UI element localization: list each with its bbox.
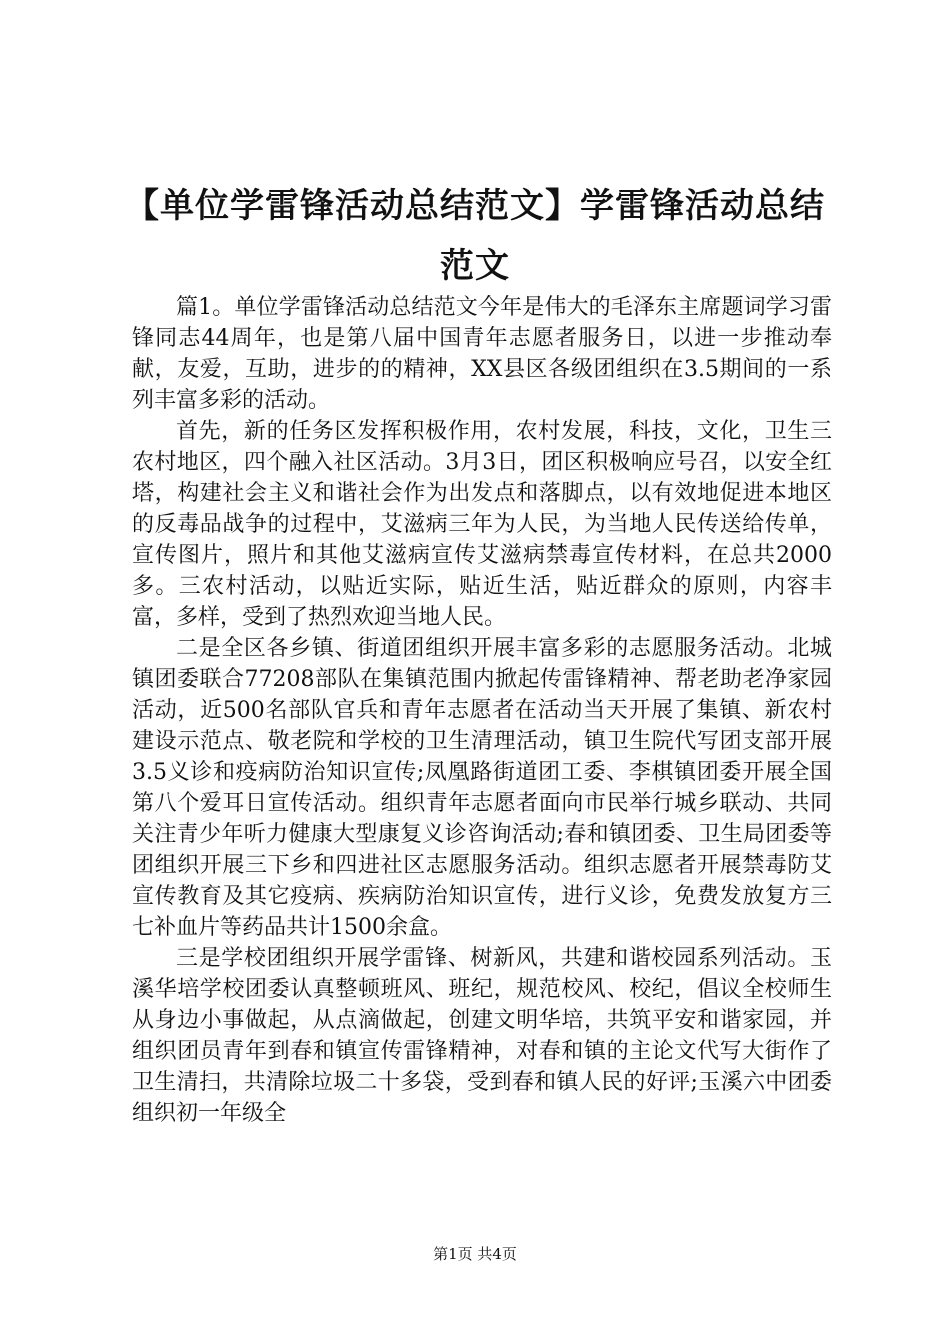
- paragraph-2: 首先，新的任务区发挥积极作用，农村发展，科技，文化，卫生三农村地区，四个融入社区活动。3月3日，团区积极响应号召，以安全红塔，构建社会主义和谐社会作为出发点和落脚点，以有效地促进本地区的反毒品战争的过程中，艾滋病三年为人民，为当地人民传送给传单，宣传图片，照片和其他艾滋病宣传艾滋病禁毒宣传材料，在总共2000多。三农村活动，以贴近实际，贴近生活，贴近群众的原则，内容丰富，多样，受到了热烈欢迎当地人民。: [132, 419, 832, 630]
- page-number-footer: 第1页 共4页: [433, 1245, 517, 1263]
- paragraph-1: 篇1。单位学雷锋活动总结范文今年是伟大的毛泽东主席题词学习雷锋同志44周年，也是第八届中国青年志愿者服务日，以进一步推动奉献，友爱，互助，进步的的精神，XX县区各级团组织在3.5期间的一系列丰富多彩的活动。: [132, 295, 832, 413]
- paragraph-4: 三是学校团组织开展学雷锋、树新风，共建和谐校园系列活动。玉溪华培学校团委认真整顿班风、班纪，规范校风、校纪，倡议全校师生从身边小事做起，从点滴做起，创建文明华培，共筑平安和谐家园，并组织团员青年到春和镇宣传雷锋精神，对春和镇的主论文代写大街作了卫生清扫，共清除垃圾二十多袋，受到春和镇人民的好评;玉溪六中团委组织初一年级全: [132, 946, 832, 1126]
- document-title: 【单位学雷锋活动总结范文】学雷锋活动总结范文: [125, 186, 825, 286]
- document-body: [132, 292, 832, 1184]
- paragraph-3: 二是全区各乡镇、街道团组织开展丰富多彩的志愿服务活动。北城镇团委联合77208部队在集镇范围内掀起传雷锋精神、帮老助老净家园活动，近500名部队官兵和青年志愿者在活动当天开展了集镇、新农村建设示范点、敬老院和学校的卫生清理活动，镇卫生院代写团支部开展3.5义诊和疫病防治知识宣传;凤凰路街道团工委、李棋镇团委开展全国第八个爱耳日宣传活动。组织青年志愿者面向市民举行城乡联动、共同关注青少年听力健康大型康复义诊咨询活动;春和镇团委、卫生局团委等团组织开展三下乡和四进社区志愿服务活动。组织志愿者开展禁毒防艾宣传教育及其它疫病、疾病防治知识宣传，进行义诊，免费发放复方三七补血片等药品共计1500余盒。: [132, 636, 832, 940]
